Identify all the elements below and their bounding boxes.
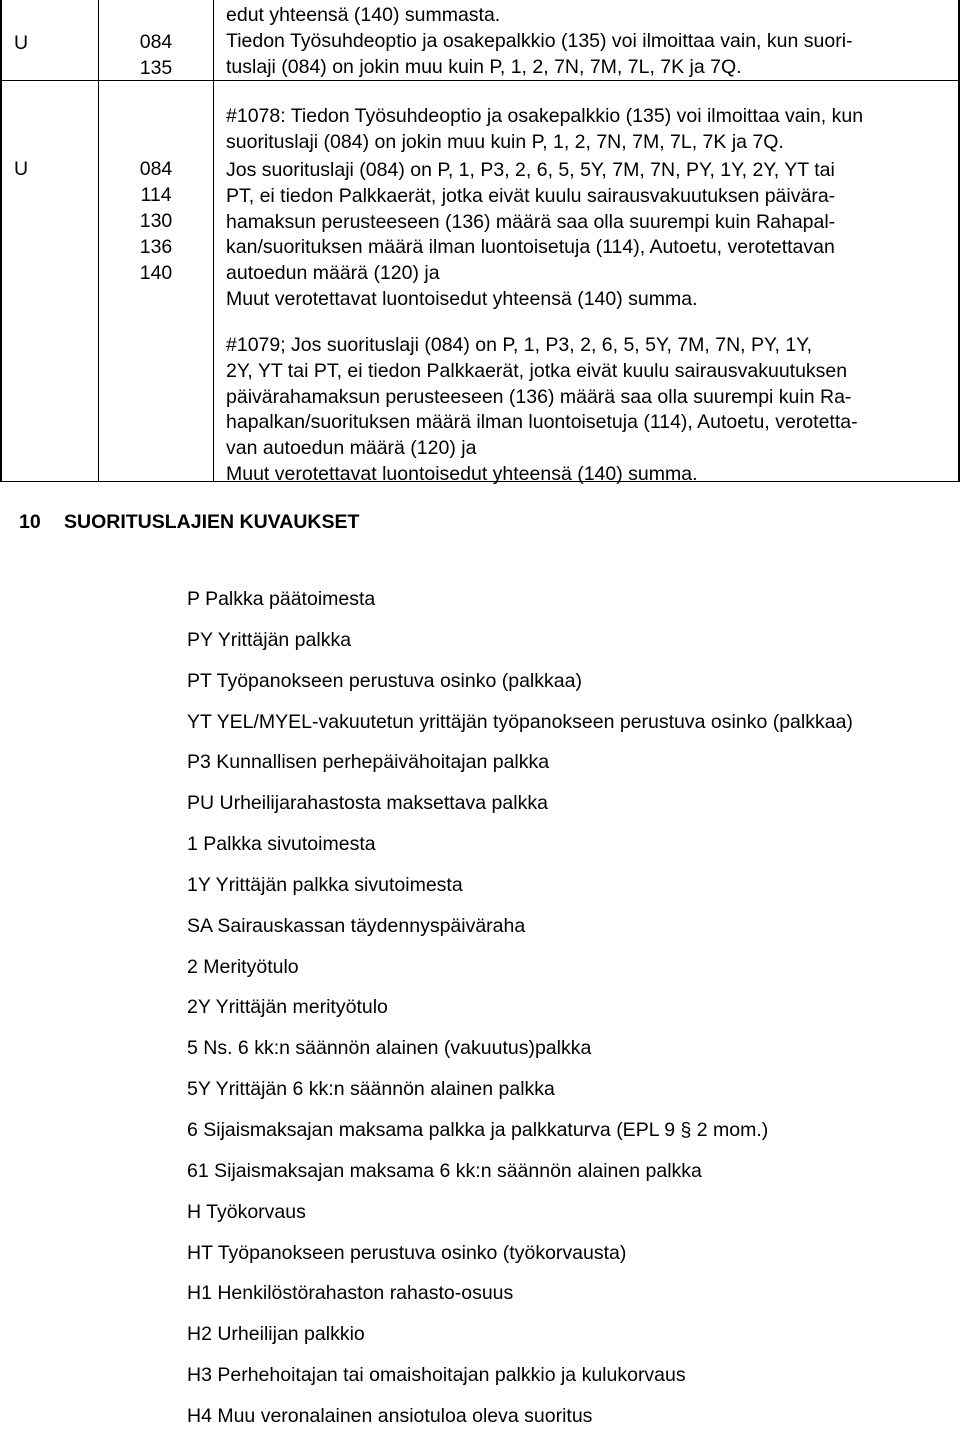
list-item: 5 Ns. 6 kk:n säännön alainen (vakuutus)palkka bbox=[187, 1037, 592, 1060]
list-item: 2 Merityötulo bbox=[187, 955, 299, 978]
list-item: 1Y Yrittäjän palkka sivutoimesta bbox=[187, 873, 463, 896]
text-line: kan/suorituksen määrä ilman luontoisetuja (114), Autoetu, verotettavan bbox=[226, 236, 835, 259]
text-line: Jos suorituslaji (084) on P, 1, P3, 2, 6, 5, 5Y, 7M, 7N, PY, 1Y, 2Y, YT tai bbox=[226, 159, 835, 181]
list-item: H Työkorvaus bbox=[187, 1200, 306, 1223]
row-type: U bbox=[14, 32, 29, 54]
text-line: Tiedon Työsuhdeoptio ja osakepalkkio (135) voi ilmoittaa vain, kun suori- bbox=[226, 29, 853, 52]
text-line: edut yhteensä (140) summasta. bbox=[226, 4, 501, 26]
text-line: hamaksun perusteeseen (136) määrä saa olla suurempi kuin Rahapal- bbox=[226, 210, 836, 233]
text-line: tuslaji (084) on jokin muu kuin P, 1, 2, 7N, 7M, 7L, 7K ja 7Q. bbox=[226, 55, 742, 78]
text-line: suorituslaji (084) on jokin muu kuin P, 1, 2, 7N, 7M, 7L, 7K ja 7Q. bbox=[226, 130, 784, 153]
text-line: 2Y, YT tai PT, ei tiedon Palkkaerät, jotka eivät kuulu sairausvakuutuksen bbox=[226, 359, 848, 382]
list-item: SA Sairauskassan täydennyspäiväraha bbox=[187, 914, 526, 937]
code: 140 bbox=[139, 262, 173, 284]
code: 135 bbox=[139, 56, 173, 79]
list-item: H4 Muu veronalainen ansiotuloa oleva suoritus bbox=[187, 1404, 593, 1427]
text-line: hapalkan/suorituksen määrä ilman luontoisetuja (114), Autoetu, verotetta- bbox=[226, 411, 858, 434]
list-item: H1 Henkilöstörahaston rahasto-osuus bbox=[187, 1282, 514, 1305]
section-title: SUORITUSLAJIEN KUVAUKSET bbox=[64, 511, 360, 533]
row-codes bbox=[99, 30, 213, 81]
table-border-left bbox=[0, 0, 2, 482]
text-line: PT, ei tiedon Palkkaerät, jotka eivät kuulu sairausvakuutuksen päivära- bbox=[226, 184, 836, 207]
section-number: 10 bbox=[19, 511, 41, 533]
code: 130 bbox=[139, 210, 173, 232]
list-item: 5Y Yrittäjän 6 kk:n säännön alainen palkka bbox=[187, 1078, 555, 1101]
text-line: Muut verotettavat luontoisedut yhteensä (140) summa. bbox=[226, 462, 698, 485]
text-line: Muut verotettavat luontoisedut yhteensä (140) summa. bbox=[226, 287, 698, 310]
list-item: H3 Perhehoitajan tai omaishoitajan palkkio ja kulukorvaus bbox=[187, 1364, 686, 1387]
row-description bbox=[226, 3, 950, 80]
list-item: HT Työpanokseen perustuva osinko (työkorvausta) bbox=[187, 1241, 627, 1264]
code: 084 bbox=[139, 31, 173, 53]
code-description-list bbox=[187, 586, 853, 1444]
section-heading bbox=[19, 511, 359, 534]
list-item: 6 Sijaismaksajan maksama palkka ja palkkaturva (EPL 9 § 2 mom.) bbox=[187, 1118, 769, 1141]
list-item: 1 Palkka sivutoimesta bbox=[187, 833, 376, 856]
text-line: #1079; Jos suorituslaji (084) on P, 1, P3, 2, 6, 5, 5Y, 7M, 7N, PY, 1Y, bbox=[226, 334, 813, 356]
row-note bbox=[226, 333, 950, 488]
list-item: PY Yrittäjän palkka bbox=[187, 628, 352, 651]
row-codes bbox=[99, 156, 213, 286]
text-line: van autoedun määrä (120) ja bbox=[226, 437, 477, 460]
list-item: H2 Urheilijan palkkio bbox=[187, 1323, 365, 1346]
list-item: YT YEL/MYEL-vakuutetun yrittäjän työpanokseen perustuva osinko (palkkaa) bbox=[187, 710, 853, 733]
list-item: PU Urheilijarahastosta maksettava palkka bbox=[187, 792, 548, 815]
code: 084 bbox=[139, 158, 173, 180]
row-note bbox=[226, 104, 950, 156]
list-item: P Palkka päätoimesta bbox=[187, 588, 376, 610]
row-type: U bbox=[14, 158, 29, 180]
list-item: P3 Kunnallisen perhepäivähoitajan palkka bbox=[187, 751, 550, 774]
row-description bbox=[226, 158, 950, 313]
code: 136 bbox=[139, 236, 173, 258]
list-item: 61 Sijaismaksajan maksama 6 kk:n säännön alainen palkka bbox=[187, 1159, 702, 1182]
text-line: #1078: Tiedon Työsuhdeoptio ja osakepalkkio (135) voi ilmoittaa vain, kun bbox=[226, 105, 864, 127]
list-item: 2Y Yrittäjän merityötulo bbox=[187, 996, 388, 1019]
list-item: PT Työpanokseen perustuva osinko (palkkaa) bbox=[187, 669, 582, 692]
table-border-col2 bbox=[213, 0, 214, 482]
text-line: autoedun määrä (120) ja bbox=[226, 262, 440, 285]
text-line: päivärahamaksun perusteeseen (136) määrä saa olla suurempi kuin Ra- bbox=[226, 385, 852, 408]
code: 114 bbox=[140, 184, 172, 206]
